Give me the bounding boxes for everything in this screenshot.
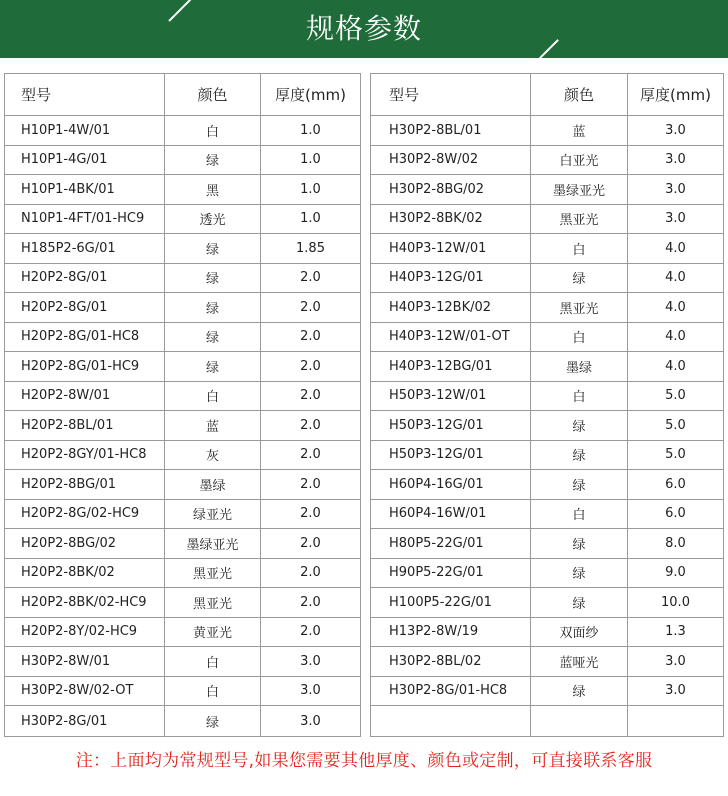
table-row <box>371 500 723 530</box>
thickness-cell: 3.0 <box>300 683 321 699</box>
thickness-cell: 4.0 <box>665 299 686 315</box>
model-cell: H20P2-8BL/01 <box>5 411 165 440</box>
color-cell: 黑亚光 <box>165 588 261 617</box>
thickness-cell: 2.0 <box>300 329 321 345</box>
table-row <box>371 234 723 264</box>
color-cell: 绿 <box>531 264 628 293</box>
model-cell: H30P2-8W/01 <box>5 647 165 676</box>
table-row <box>371 352 723 382</box>
model-cell: H10P1-4BK/01 <box>5 175 165 204</box>
column-header-model: 型号 <box>5 74 165 115</box>
column-header-thickness: 厚度(mm) <box>640 86 711 104</box>
color-cell: 透光 <box>165 205 261 234</box>
table-row <box>371 323 723 353</box>
table-row <box>371 441 723 471</box>
table-row <box>5 411 360 441</box>
table-row <box>371 529 723 559</box>
color-cell: 白 <box>531 500 628 529</box>
thickness-cell: 5.0 <box>665 447 686 463</box>
model-cell: H20P2-8BG/02 <box>5 529 165 558</box>
model-cell: H20P2-8G/01 <box>5 293 165 322</box>
color-cell: 绿 <box>531 588 628 617</box>
color-cell: 绿 <box>165 146 261 175</box>
table-row <box>5 470 360 500</box>
model-cell: H13P2-8W/19 <box>371 618 531 647</box>
model-cell: H20P2-8Y/02-HC9 <box>5 618 165 647</box>
model-cell: H40P3-12BG/01 <box>371 352 531 381</box>
color-cell: 绿 <box>165 293 261 322</box>
model-cell <box>371 706 531 736</box>
color-cell: 黑亚光 <box>531 205 628 234</box>
table-row <box>371 264 723 294</box>
color-cell: 蓝哑光 <box>531 647 628 676</box>
thickness-cell: 2.0 <box>300 270 321 286</box>
thickness-cell: 1.3 <box>665 624 686 640</box>
thickness-cell: 3.0 <box>665 181 686 197</box>
thickness-cell: 2.0 <box>300 447 321 463</box>
color-cell: 绿 <box>165 706 261 736</box>
color-cell: 黑亚光 <box>531 293 628 322</box>
model-cell: H40P3-12W/01 <box>371 234 531 263</box>
thickness-cell: 8.0 <box>665 535 686 551</box>
model-cell: H30P2-8G/01 <box>5 706 165 736</box>
table-row <box>5 618 360 648</box>
model-cell: N10P1-4FT/01-HC9 <box>5 205 165 234</box>
model-cell: H40P3-12BK/02 <box>371 293 531 322</box>
table-row <box>5 323 360 353</box>
model-cell: H20P2-8G/01 <box>5 264 165 293</box>
color-cell: 白 <box>165 647 261 676</box>
table-row <box>5 529 360 559</box>
footer-note: 注：上面均为常规型号,如果您需要其他厚度、颜色或定制，可直接联系客服 <box>75 751 653 771</box>
table-row <box>371 618 723 648</box>
table-row <box>371 205 723 235</box>
color-cell: 黑 <box>165 175 261 204</box>
table-row <box>5 441 360 471</box>
model-cell: H60P4-16W/01 <box>371 500 531 529</box>
model-cell: H30P2-8BK/02 <box>371 205 531 234</box>
color-cell: 白 <box>165 382 261 411</box>
color-cell: 灰 <box>165 441 261 470</box>
thickness-cell: 10.0 <box>661 594 690 610</box>
color-cell: 绿 <box>531 441 628 470</box>
model-cell: H30P2-8BL/01 <box>371 116 531 145</box>
model-cell: H20P2-8BK/02-HC9 <box>5 588 165 617</box>
header-banner <box>0 0 728 58</box>
color-cell <box>531 706 628 736</box>
color-cell: 白 <box>531 382 628 411</box>
model-cell: H20P2-8W/01 <box>5 382 165 411</box>
table-row <box>371 559 723 589</box>
color-cell: 绿 <box>165 234 261 263</box>
table-row <box>5 264 360 294</box>
model-cell: H20P2-8GY/01-HC8 <box>5 441 165 470</box>
model-cell: H90P5-22G/01 <box>371 559 531 588</box>
color-cell: 黑亚光 <box>165 559 261 588</box>
thickness-cell: 9.0 <box>665 565 686 581</box>
thickness-cell: 3.0 <box>665 122 686 138</box>
thickness-cell: 1.85 <box>296 240 325 256</box>
table-row <box>5 175 360 205</box>
spec-table-right <box>370 73 724 737</box>
thickness-cell: 4.0 <box>665 358 686 374</box>
thickness-cell: 1.0 <box>300 122 321 138</box>
column-header-thickness: 厚度(mm) <box>275 86 346 104</box>
model-cell: H40P3-12W/01-OT <box>371 323 531 352</box>
color-cell: 绿亚光 <box>165 500 261 529</box>
color-cell: 墨绿亚光 <box>531 175 628 204</box>
table-row <box>5 116 360 146</box>
model-cell: H50P3-12G/01 <box>371 441 531 470</box>
thickness-cell: 2.0 <box>300 476 321 492</box>
table-row <box>5 706 360 736</box>
table-row <box>5 293 360 323</box>
model-cell: H40P3-12G/01 <box>371 264 531 293</box>
thickness-cell: 1.0 <box>300 181 321 197</box>
thickness-cell: 3.0 <box>300 653 321 669</box>
table-row <box>371 293 723 323</box>
color-cell: 绿 <box>165 323 261 352</box>
thickness-cell: 2.0 <box>300 417 321 433</box>
model-cell: H10P1-4G/01 <box>5 146 165 175</box>
thickness-cell: 2.0 <box>300 565 321 581</box>
thickness-cell: 2.0 <box>300 506 321 522</box>
thickness-cell: 6.0 <box>665 506 686 522</box>
page-title: 规格参数 <box>305 12 422 45</box>
color-cell: 白 <box>531 323 628 352</box>
model-cell: H10P1-4W/01 <box>5 116 165 145</box>
color-cell: 白 <box>531 234 628 263</box>
model-cell: H20P2-8G/01-HC9 <box>5 352 165 381</box>
model-cell: H80P5-22G/01 <box>371 529 531 558</box>
model-cell: H60P4-16G/01 <box>371 470 531 499</box>
model-cell: H20P2-8G/02-HC9 <box>5 500 165 529</box>
thickness-cell: 4.0 <box>665 240 686 256</box>
thickness-cell: 1.0 <box>300 152 321 168</box>
table-row <box>5 382 360 412</box>
table-row <box>371 588 723 618</box>
table-row <box>371 647 723 677</box>
model-cell: H50P3-12G/01 <box>371 411 531 440</box>
table-row <box>5 500 360 530</box>
thickness-cell: 5.0 <box>665 388 686 404</box>
color-cell: 墨绿亚光 <box>165 529 261 558</box>
color-cell: 绿 <box>165 352 261 381</box>
column-header-model: 型号 <box>371 74 531 115</box>
color-cell: 白亚光 <box>531 146 628 175</box>
column-header-color: 颜色 <box>165 74 261 115</box>
left-table-header-row <box>5 74 360 116</box>
thickness-cell: 3.0 <box>665 211 686 227</box>
table-row <box>5 559 360 589</box>
thickness-cell: 2.0 <box>300 624 321 640</box>
model-cell: H30P2-8BL/02 <box>371 647 531 676</box>
right-table-header-row <box>371 74 723 116</box>
thickness-cell: 3.0 <box>300 713 321 729</box>
color-cell: 绿 <box>165 264 261 293</box>
thickness-cell: 3.0 <box>665 152 686 168</box>
color-cell: 蓝 <box>165 411 261 440</box>
model-cell: H50P3-12W/01 <box>371 382 531 411</box>
color-cell: 白 <box>165 116 261 145</box>
model-cell: H20P2-8G/01-HC8 <box>5 323 165 352</box>
table-row <box>5 234 360 264</box>
color-cell: 绿 <box>531 411 628 440</box>
thickness-cell: 2.0 <box>300 358 321 374</box>
color-cell: 黄亚光 <box>165 618 261 647</box>
color-cell: 双面纱 <box>531 618 628 647</box>
color-cell: 白 <box>165 677 261 706</box>
model-cell: H20P2-8BK/02 <box>5 559 165 588</box>
thickness-cell: 4.0 <box>665 270 686 286</box>
color-cell: 绿 <box>531 470 628 499</box>
table-row <box>371 677 723 707</box>
model-cell: H185P2-6G/01 <box>5 234 165 263</box>
table-row <box>371 382 723 412</box>
thickness-cell: 2.0 <box>300 388 321 404</box>
color-cell: 墨绿 <box>165 470 261 499</box>
table-row <box>5 647 360 677</box>
model-cell: H100P5-22G/01 <box>371 588 531 617</box>
table-row <box>5 677 360 707</box>
spec-table-left <box>4 73 361 737</box>
table-row <box>5 588 360 618</box>
thickness-cell: 3.0 <box>665 683 686 699</box>
empty-table-row <box>371 706 723 736</box>
color-cell: 墨绿 <box>531 352 628 381</box>
thickness-cell: 2.0 <box>300 535 321 551</box>
thickness-cell: 2.0 <box>300 299 321 315</box>
color-cell: 绿 <box>531 529 628 558</box>
color-cell: 蓝 <box>531 116 628 145</box>
model-cell: H30P2-8W/02 <box>371 146 531 175</box>
thickness-cell: 3.0 <box>665 653 686 669</box>
model-cell: H20P2-8BG/01 <box>5 470 165 499</box>
model-cell: H30P2-8BG/02 <box>371 175 531 204</box>
table-row <box>371 146 723 176</box>
thickness-cell: 1.0 <box>300 211 321 227</box>
table-row <box>371 175 723 205</box>
thickness-cell: 4.0 <box>665 329 686 345</box>
model-cell: H30P2-8G/01-HC8 <box>371 677 531 706</box>
column-header-color: 颜色 <box>531 74 628 115</box>
thickness-cell <box>628 706 723 736</box>
table-row <box>5 205 360 235</box>
table-row <box>5 352 360 382</box>
thickness-cell: 6.0 <box>665 476 686 492</box>
model-cell: H30P2-8W/02-OT <box>5 677 165 706</box>
color-cell: 绿 <box>531 559 628 588</box>
color-cell: 绿 <box>531 677 628 706</box>
thickness-cell: 5.0 <box>665 417 686 433</box>
table-row <box>371 411 723 441</box>
table-row <box>371 116 723 146</box>
thickness-cell: 2.0 <box>300 594 321 610</box>
table-row <box>371 470 723 500</box>
table-row <box>5 146 360 176</box>
